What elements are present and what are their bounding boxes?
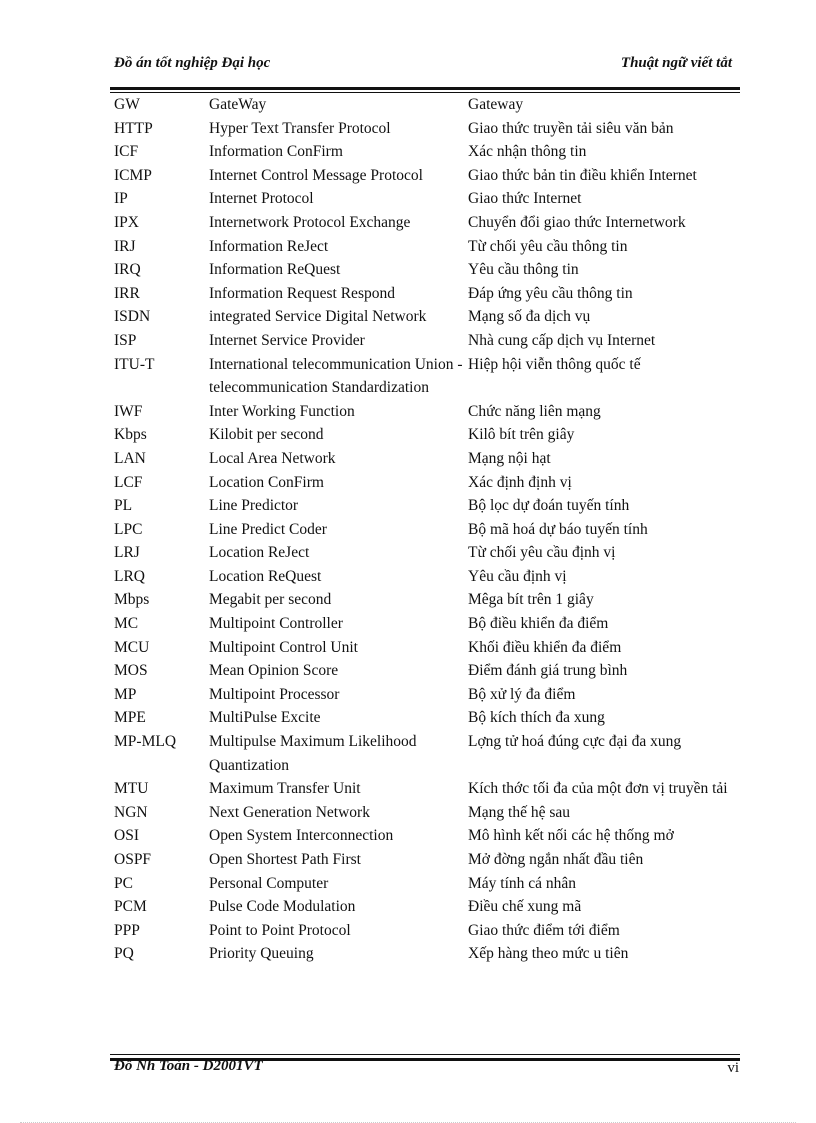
- abbr-cell: MTU: [114, 780, 149, 798]
- translation-cell: Mạng thế hệ sau: [468, 803, 571, 821]
- term-cell: Megabit per second: [209, 591, 332, 609]
- table-row: [114, 187, 744, 211]
- table-row: [114, 541, 744, 565]
- abbr-cell: ISDN: [114, 308, 151, 326]
- abbr-cell: IRJ: [114, 237, 136, 255]
- table-row: [114, 447, 744, 471]
- abbr-cell: MOS: [114, 662, 148, 680]
- translation-cell: Mêga bít trên 1 giây: [468, 591, 594, 609]
- abbr-cell: LRQ: [114, 567, 145, 585]
- translation-cell: Giao thức điểm tới điểm: [468, 921, 620, 939]
- term-cell: Internet Service Provider: [209, 331, 365, 349]
- translation-cell: Lợng tử hoá đúng cực đại đa xung: [468, 733, 682, 751]
- table-row: [114, 235, 744, 259]
- term-cell: Information ReQuest: [209, 261, 341, 279]
- translation-cell: Giao thức bản tin điều khiển Internet: [468, 166, 697, 184]
- translation-cell: Giao thức Internet: [468, 190, 582, 208]
- table-row: [114, 872, 744, 896]
- term-cell: Line Predictor: [209, 497, 299, 515]
- abbr-cell: IRR: [114, 284, 140, 302]
- term-cell: Personal Computer: [209, 874, 329, 892]
- abbr-cell: PQ: [114, 945, 134, 963]
- translation-cell: Từ chối yêu cầu định vị: [468, 544, 616, 562]
- term-cell: Open Shortest Path First: [209, 851, 361, 868]
- translation-cell: Mở đờng ngắn nhất đầu tiên: [468, 851, 644, 868]
- table-row: [114, 282, 744, 306]
- term-cell: Internet Control Message Protocol: [209, 166, 423, 184]
- term-cell: Information ConFirm: [209, 143, 343, 161]
- abbr-cell: MC: [114, 615, 139, 633]
- table-row: [114, 919, 744, 943]
- table-row: [114, 140, 744, 164]
- term-cell: International telecommunication Union - telecommunication Standardization: [209, 355, 463, 397]
- translation-cell: Yêu cầu định vị: [468, 567, 567, 585]
- term-cell: integrated Service Digital Network: [209, 308, 427, 326]
- header-title: Đồ án tốt nghiệp Đại học: [114, 55, 271, 71]
- term-cell: Inter Working Function: [209, 402, 355, 420]
- table-row: [114, 801, 744, 825]
- table-row: [114, 683, 744, 707]
- translation-cell: Kích thớc tối đa của một đơn vị truyền tải: [468, 780, 728, 798]
- abbr-cell: MPE: [114, 709, 146, 727]
- term-cell: Pulse Code Modulation: [209, 898, 356, 916]
- abbr-cell: ICF: [114, 143, 139, 161]
- term-cell: MultiPulse Excite: [209, 709, 321, 727]
- table-row: [114, 93, 744, 117]
- translation-cell: Máy tính cá nhân: [468, 874, 577, 892]
- table-row: [114, 824, 744, 848]
- translation-cell: Từ chối yêu cầu thông tin: [468, 237, 628, 255]
- abbr-cell: GW: [114, 96, 140, 113]
- footer-author: Đỗ Nh Toán - D2001VT: [114, 1058, 263, 1074]
- translation-cell: Điểm đánh giá trung bình: [468, 662, 628, 680]
- term-cell: Location ReJect: [209, 544, 310, 562]
- abbr-cell: MP-MLQ: [114, 733, 177, 751]
- translation-cell: Chức năng liên mạng: [468, 402, 601, 420]
- abbreviation-table: [114, 93, 744, 966]
- translation-cell: Hiệp hội viễn thông quốc tế: [468, 355, 641, 373]
- table-row: [114, 848, 744, 872]
- term-cell: Open System Interconnection: [209, 827, 394, 845]
- table-row: [114, 494, 744, 518]
- abbr-cell: Mbps: [114, 591, 150, 609]
- abbr-cell: ITU-T: [114, 355, 155, 373]
- translation-cell: Nhà cung cấp dịch vụ Internet: [468, 331, 656, 349]
- term-cell: GateWay: [209, 96, 267, 113]
- term-cell: Mean Opinion Score: [209, 662, 339, 680]
- table-row: [114, 777, 744, 801]
- table-row: [114, 471, 744, 495]
- table-row: [114, 353, 744, 400]
- translation-cell: Chuyển đổi giao thức Internetwork: [468, 213, 686, 231]
- term-cell: Internet Protocol: [209, 190, 314, 208]
- abbr-cell: PL: [114, 497, 133, 515]
- term-cell: Kilobit per second: [209, 426, 324, 444]
- term-cell: Multipoint Control Unit: [209, 638, 358, 656]
- table-row: [114, 258, 744, 282]
- translation-cell: Xác định định vị: [468, 473, 572, 491]
- table-row: [114, 211, 744, 235]
- translation-cell: Xác nhận thông tin: [468, 143, 587, 161]
- page-number: vi: [727, 1060, 739, 1076]
- abbr-cell: OSI: [114, 827, 139, 845]
- header-rule-thick: [110, 87, 740, 90]
- abbr-cell: PPP: [114, 921, 140, 939]
- translation-cell: Mô hình kết nối các hệ thống mở: [468, 827, 674, 845]
- abbr-cell: PC: [114, 874, 133, 892]
- term-cell: Multipulse Maximum Likelihood Quantization: [209, 733, 417, 774]
- term-cell: Priority Queuing: [209, 945, 314, 963]
- abbr-cell: MP: [114, 685, 137, 703]
- abbr-cell: IWF: [114, 402, 143, 420]
- table-row: [114, 730, 744, 777]
- table-row: [114, 659, 744, 683]
- term-cell: Location ReQuest: [209, 567, 322, 585]
- table-row: [114, 400, 744, 424]
- translation-cell: Xếp hàng theo mức u tiên: [468, 945, 629, 963]
- translation-cell: Mạng số đa dịch vụ: [468, 308, 591, 326]
- translation-cell: Mạng nội hạt: [468, 449, 551, 467]
- translation-cell: Bộ xử lý đa điểm: [468, 685, 576, 703]
- footer-rule-thin: [110, 1054, 740, 1055]
- table-row: [114, 117, 744, 141]
- abbr-cell: IPX: [114, 213, 139, 231]
- translation-cell: Bộ điều khiển đa điểm: [468, 615, 609, 633]
- translation-cell: Điều chế xung mã: [468, 898, 582, 916]
- table-row: [114, 565, 744, 589]
- table-row: [114, 942, 744, 966]
- term-cell: Line Predict Coder: [209, 520, 327, 538]
- translation-cell: Kilô bít trên giây: [468, 426, 575, 444]
- abbr-cell: HTTP: [114, 119, 153, 137]
- abbr-cell: IP: [114, 190, 128, 208]
- abbr-cell: OSPF: [114, 851, 152, 868]
- term-cell: Maximum Transfer Unit: [209, 780, 361, 798]
- abbr-cell: LRJ: [114, 544, 140, 562]
- term-cell: Multipoint Processor: [209, 685, 340, 703]
- table-row: [114, 305, 744, 329]
- page-footer: [114, 1058, 739, 1080]
- table-row: [114, 588, 744, 612]
- table-row: [114, 612, 744, 636]
- translation-cell: Gateway: [468, 96, 524, 113]
- translation-cell: Bộ lọc dự đoán tuyến tính: [468, 497, 630, 515]
- table-row: [114, 518, 744, 542]
- translation-cell: Giao thức truyền tải siêu văn bản: [468, 119, 674, 137]
- term-cell: Internetwork Protocol Exchange: [209, 213, 411, 231]
- term-cell: Point to Point Protocol: [209, 921, 351, 939]
- abbr-cell: Kbps: [114, 426, 147, 444]
- term-cell: Hyper Text Transfer Protocol: [209, 119, 391, 137]
- table-row: [114, 164, 744, 188]
- header-section: Thuật ngữ viết tắt: [620, 55, 732, 71]
- table-row: [114, 423, 744, 447]
- translation-cell: Khối điều khiển đa điểm: [468, 638, 622, 656]
- abbr-cell: MCU: [114, 638, 150, 656]
- translation-cell: Bộ kích thích đa xung: [468, 709, 605, 727]
- page-header: [114, 55, 732, 77]
- table-row: [114, 636, 744, 660]
- table-row: [114, 329, 744, 353]
- term-cell: Next Generation Network: [209, 803, 370, 821]
- translation-cell: Yêu cầu thông tin: [468, 261, 579, 279]
- translation-cell: Đáp ứng yêu cầu thông tin: [468, 284, 633, 302]
- abbr-cell: ISP: [114, 331, 137, 349]
- abbr-cell: ICMP: [114, 166, 152, 184]
- abbr-cell: LCF: [114, 473, 143, 491]
- term-cell: Information Request Respond: [209, 284, 395, 302]
- abbr-cell: LAN: [114, 449, 146, 467]
- term-cell: Information ReJect: [209, 237, 329, 255]
- term-cell: Multipoint Controller: [209, 615, 343, 633]
- abbr-cell: PCM: [114, 898, 147, 916]
- term-cell: Location ConFirm: [209, 473, 324, 491]
- abbr-cell: NGN: [114, 803, 148, 821]
- table-row: [114, 706, 744, 730]
- translation-cell: Bộ mã hoá dự báo tuyến tính: [468, 520, 648, 538]
- abbr-cell: LPC: [114, 520, 143, 538]
- abbr-cell: IRQ: [114, 261, 141, 279]
- table-row: [114, 895, 744, 919]
- term-cell: Local Area Network: [209, 449, 336, 467]
